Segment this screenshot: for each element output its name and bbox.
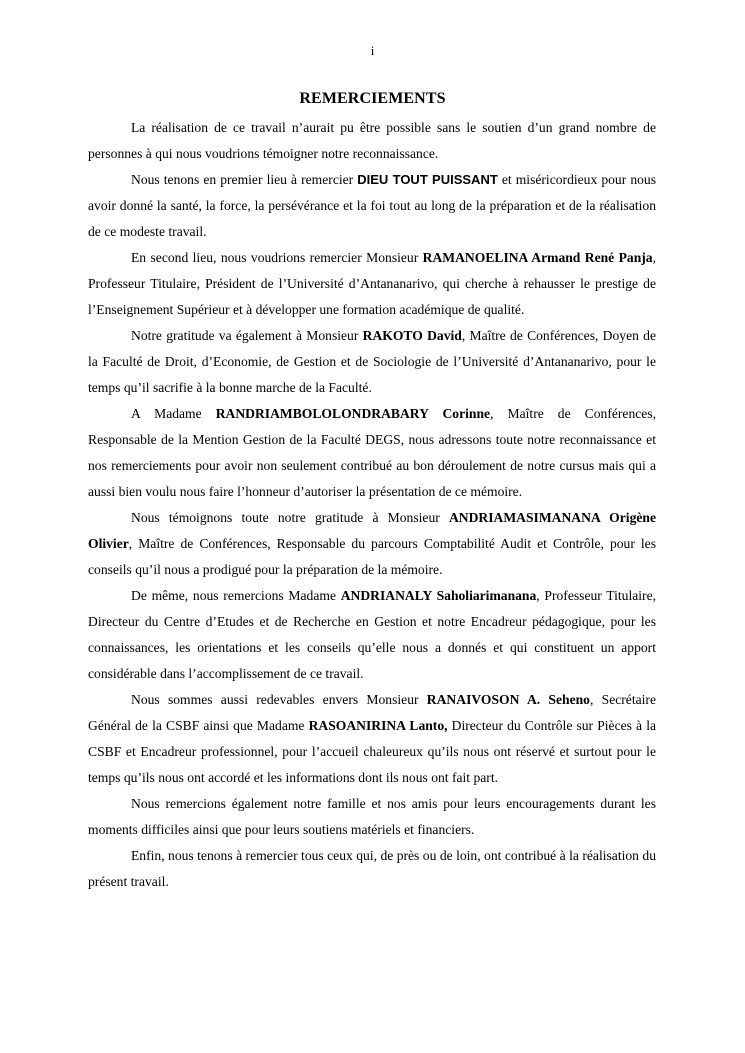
bold-name: RAKOTO David: [362, 328, 462, 343]
acknowledgements-body: [88, 115, 656, 895]
bold-name: RANDRIAMBOLOLONDRABARY Corinne: [215, 406, 491, 421]
page-number: i: [370, 43, 375, 58]
page-title: REMERCIEMENTS: [299, 90, 446, 107]
paragraph-intro: La réalisation de ce travail n’aurait pu être possible sans le soutien d’un grand nombre de personnes à qui nous voudrions témoigner notre reconnaissance.: [88, 120, 656, 161]
paragraph-family: Nous remercions également notre famille et nos amis pour leurs encouragements durant les moments difficiles ainsi que pour leurs soutiens matériels et financiers.: [88, 796, 656, 837]
bold-name: RAMANOELINA Armand René Panja: [422, 250, 653, 265]
paragraph-mention-head: A Madame RANDRIAMBOLOLONDRABARY Corinne, Maître de Conférences, Responsable de la Mention Gestion de la Faculté DEGS, nous adressons toute notre reconnaissance et nos remerciements pour avoir non seulement contribué au bon déroulement de notre cursus mais qui a aussi bien voulu nous faire l’honneur d’autoriser la présentation de ce mémoire.: [88, 406, 656, 499]
paragraph-thanks-god: Nous tenons en premier lieu à remercier DIEU TOUT PUISSANT et miséricordieux pour nous avoir donné la santé, la force, la persévérance et la foi tout au long de la préparation et de la réalisation de ce modeste travail.: [88, 172, 657, 239]
paragraph-csbf: Nous sommes aussi redevables envers Monsieur RANAIVOSON A. Seheno, Secrétaire Général de la CSBF ainsi que Madame RASOANIRINA Lanto, Directeur du Contrôle sur Pièces à la CSBF et Encadreur professionnel, pour l’accueil chaleureux qu’ils nous ont réservé et surtout pour le temps qu’ils nous ont accordé et les informations dont ils nous ont fait part.: [88, 692, 657, 785]
paragraph-dean: Notre gratitude va également à Monsieur RAKOTO David, Maître de Conférences, Doyen de la Faculté de Droit, d’Economie, de Gestion et de Sociologie de l’Université d’Antananarivo, pour le temps qu’il sacrifie à la bonne marche de la Faculté.: [88, 328, 656, 395]
bold-name: DIEU TOUT PUISSANT: [357, 172, 498, 187]
bold-name: ANDRIANALY Saholiarimanana: [340, 588, 537, 603]
bold-name: ANDRIAMASIMANANA Origène Olivier: [88, 510, 656, 551]
paragraph-supervisor: De même, nous remercions Madame ANDRIANALY Saholiarimanana, Professeur Titulaire, Directeur du Centre d’Etudes et de Recherche en Gestion et notre Encadreur pédagogique, pour les connaissances, les orientations et les conseils qu’elle nous a donnés et qui constituent un apport considérable dans l’accomplissement de ce travail.: [88, 588, 656, 681]
paragraph-president: En second lieu, nous voudrions remercier Monsieur RAMANOELINA Armand René Panja, Professeur Titulaire, Président de l’Université d’Antananarivo, qui cherche à rehausser le prestige de l’Enseignement Supérieur et à développer une formation académique de qualité.: [88, 250, 656, 317]
bold-name: RASOANIRINA Lanto,: [308, 718, 448, 733]
paragraph-closing: Enfin, nous tenons à remercier tous ceux qui, de près ou de loin, ont contribué à la réalisation du présent travail.: [88, 848, 656, 889]
paragraph-program-head: Nous témoignons toute notre gratitude à Monsieur ANDRIAMASIMANANA Origène Olivier, Maître de Conférences, Responsable du parcours Comptabilité Audit et Contrôle, pour les conseils qu’il nous a prodigué pour la préparation de la mémoire.: [88, 510, 656, 577]
bold-name: RANAIVOSON A. Seheno: [426, 692, 590, 707]
